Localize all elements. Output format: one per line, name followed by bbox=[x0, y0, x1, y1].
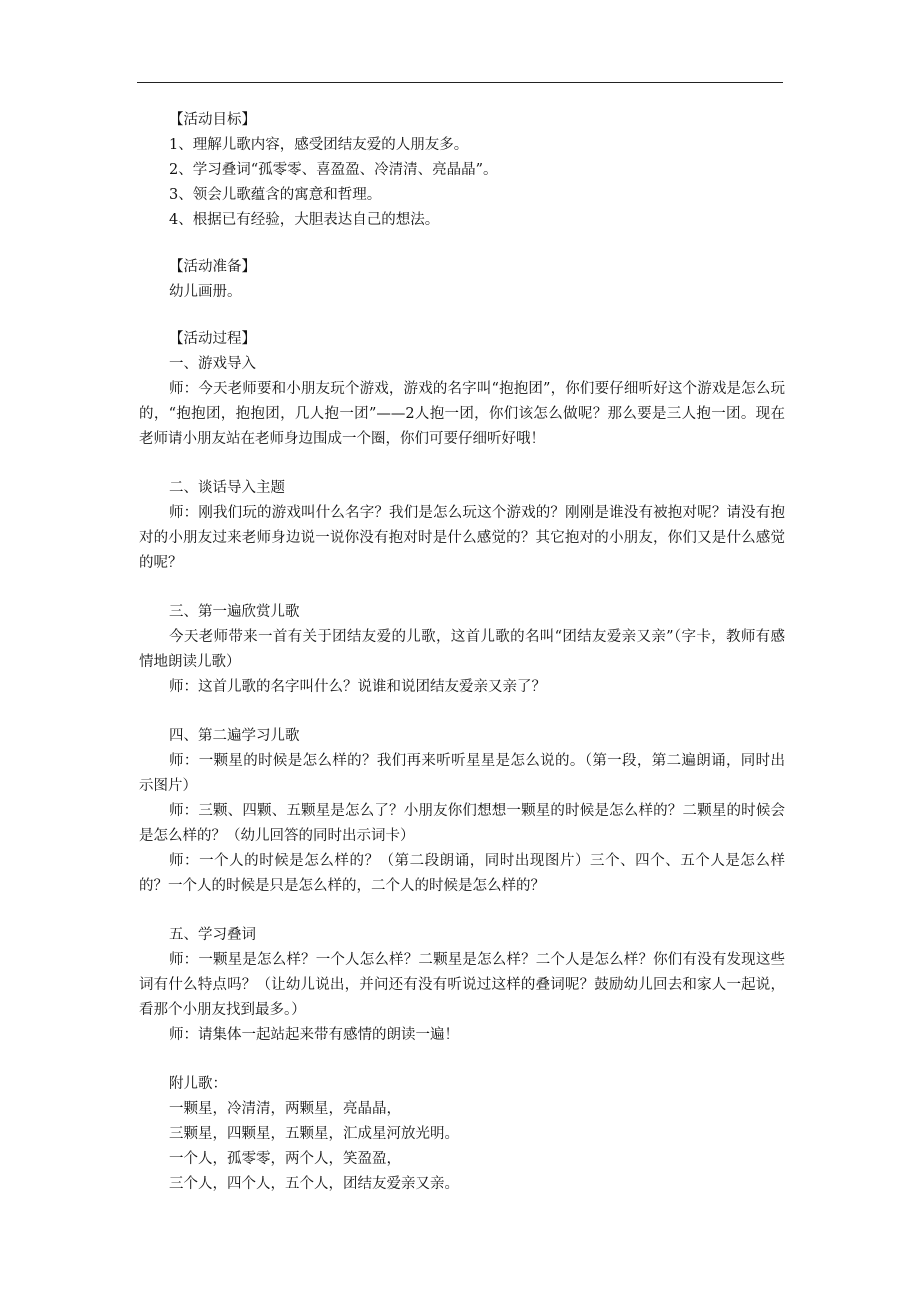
goal-item: 3、领会儿歌蕴含的寓意和哲理。 bbox=[169, 187, 382, 203]
paragraph: 师：一个人的时候是怎么样的？（第二段朗诵，同时出现图片）三个、四个、五个人是怎么样的？一个人的时候是只是怎么样的，二个人的时候是怎么样的？ bbox=[139, 853, 785, 894]
poem-line: 三颗星，四颗星，五颗星，汇成星河放光明。 bbox=[169, 1126, 459, 1142]
paragraph: 师：一颗星是怎么样？一个人怎么样？二颗星是怎么样？二个人是怎么样？你们有没有发现这些词有什么特点吗？（让幼儿说出，并问还有没有听说过这样的叠词呢？鼓励幼儿回去和家人一起说，看那个小朋友找到最多。） bbox=[139, 952, 785, 1018]
poem-line: 一个人，孤零零，两个人，笑盈盈， bbox=[169, 1151, 401, 1167]
paragraph: 师：今天老师要和小朋友玩个游戏，游戏的名字叫“抱抱团”，你们要仔细听好这个游戏是怎么玩的，“抱抱团，抱抱团，几人抱一团”——2人抱一团，你们该怎么做呢？那么要是三人抱一团。现在老师请小朋友站在老师身边围成一个圈，你们可要仔细听好哦！ bbox=[139, 381, 785, 447]
section-title: 一、游戏导入 bbox=[169, 356, 256, 372]
paragraph: 师：刚我们玩的游戏叫什么名字？我们是怎么玩这个游戏的？刚刚是谁没有被抱对呢？请没有抱对的小朋友过来老师身边说一说你没有抱对时是什么感觉的？其它抱对的小朋友，你们又是什么感觉的呢？ bbox=[139, 505, 785, 571]
paragraph: 今天老师带来一首有关于团结友爱的儿歌，这首儿歌的名叫“团结友爱亲又亲”（字卡，教师有感情地朗读儿歌） bbox=[139, 629, 785, 670]
preparation-text: 幼儿画册。 bbox=[169, 284, 242, 300]
preparation-heading: 【活动准备】 bbox=[169, 259, 256, 275]
document-body bbox=[139, 108, 785, 1197]
process-heading: 【活动过程】 bbox=[169, 331, 256, 347]
goal-item: 1、理解儿歌内容，感受团结友爱的人朋友多。 bbox=[169, 137, 469, 153]
paragraph: 师：三颗、四颗、五颗星是怎么了？小朋友你们想想一颗星的时候是怎么样的？二颗星的时候会是怎么样的？（幼儿回答的同时出示词卡） bbox=[139, 803, 785, 844]
paragraph: 师：请集体一起站起来带有感情的朗读一遍！ bbox=[169, 1027, 459, 1043]
section-title: 三、第一遍欣赏儿歌 bbox=[169, 604, 300, 620]
paragraph: 师：这首儿歌的名字叫什么？说谁和说团结友爱亲又亲了？ bbox=[169, 679, 546, 695]
appendix-title: 附儿歌： bbox=[169, 1076, 227, 1092]
goal-item: 4、根据已有经验，大胆表达自己的想法。 bbox=[169, 212, 440, 228]
goals-heading: 【活动目标】 bbox=[169, 112, 256, 128]
header-rule bbox=[137, 82, 783, 83]
section-title: 五、学习叠词 bbox=[169, 927, 256, 943]
poem-line: 三个人，四个人，五个人，团结友爱亲又亲。 bbox=[169, 1176, 459, 1192]
section-title: 四、第二遍学习儿歌 bbox=[169, 728, 300, 744]
section-title: 二、谈话导入主题 bbox=[169, 480, 285, 496]
goal-item: 2、学习叠词“孤零零、喜盈盈、冷清清、亮晶晶”。 bbox=[169, 162, 498, 178]
paragraph: 师：一颗星的时候是怎么样的？我们再来听听星星是怎么说的。（第一段，第二遍朗诵，同时出示图片） bbox=[139, 753, 785, 794]
poem-line: 一颗星，冷清清，两颗星，亮晶晶， bbox=[169, 1101, 401, 1117]
